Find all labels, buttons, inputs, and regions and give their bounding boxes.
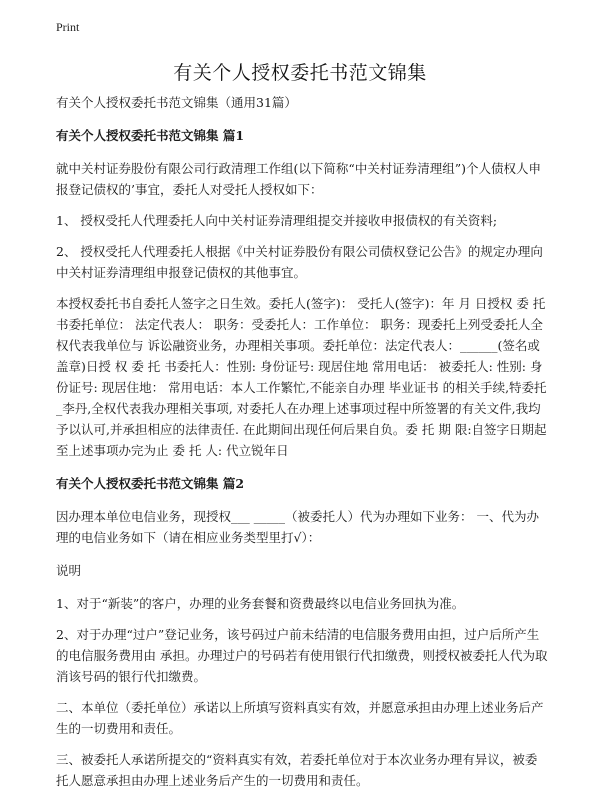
section-2-paragraph-2: 说明	[56, 563, 82, 578]
section-1-paragraph-4: 本授权委托书自委托人签字之日生效。委托人(签字)： 受托人(签字)：年 月 日授权 委 托 书委托单位： 法定代表人： 职务：受委托人：工作单位： 职务：现委托上列受委托人全权代表我单位与 诉讼融资业务，办理相关事项。委托单位：法定代表人：______(签名或盖章)日授 权 委 托 书委托人：性别: 身份证号: 现居住地 常用电话： 被委托人: 性别: 身份证号: 现居住地： 常用电话：本人工作繁忙,不能亲自办理 毕业证书 的相关手续,特委托_李丹,全权代表我办理相关事项, 对委托人在办理上述事项过程中所签署的有关文件,我均予以认可,并承担相应的法律责任. 在此期间出现任何后果自负。委 托 期 限:自签字日期起至上述事项办完为止 委 托 人: 代立锐年日	[56, 296, 547, 458]
section-1-paragraph-2: 1、 授权受托人代理委托人向中关村证券清理组提交并接收申报债权的有关资料;	[56, 213, 498, 228]
section-1-paragraph-1: 就中关村证券股份有限公司行政清理工作组(以下简称“中关村证券清理组”)个人债权人申报登记债权的’事宜，委托人对受托人授权如下：	[56, 161, 542, 197]
section-2-paragraph-5: 二、本单位（委托单位）承诺以上所填写资料真实有效，并愿意承担由办理上述业务后产生的一切费用和责任。	[56, 700, 544, 736]
section-2-paragraph-1: 因办理本单位电信业务，现授权___ _____（被委托人）代为办理如下业务： 一、代为办理的电信业务如下（请在相应业务类型里打√）：	[56, 509, 539, 545]
section-heading-1: 有关个人授权委托书范文锦集 篇1	[56, 128, 245, 143]
document-body	[56, 92, 548, 801]
section-2-paragraph-4: 2、对于办理“过户”登记业务，该号码过户前未结清的电信服务费用由担，过户后所产生的电信服务费用由 承担。办理过户的号码若有使用银行代扣缴费，则授权被委托人代为取消该号码的银行代扣缴费。	[56, 627, 548, 684]
section-heading-2: 有关个人授权委托书范文锦集 篇2	[56, 476, 245, 491]
section-1-paragraph-3: 2、 授权受托人代理委托人根据《中关村证券股份有限公司债权登记公告》的规定办理向中关村证券清理组申报登记债权的其他事宜。	[56, 244, 543, 280]
section-2-paragraph-3: 1、对于“新装”的客户，办理的业务套餐和资费最终以电信业务回执为准。	[56, 596, 465, 611]
print-link[interactable]: Print	[56, 20, 80, 34]
section-2-paragraph-6: 三、被委托人承诺所提交的“资料真实有效，若委托单位对于本次业务办理有异议，被委托人愿意承担由办理上述业务后产生的一切费用和责任。	[56, 752, 538, 788]
document-subtitle: 有关个人授权委托书范文锦集（通用31篇）	[56, 95, 297, 110]
document-title: 有关个人授权委托书范文锦集	[173, 62, 427, 84]
